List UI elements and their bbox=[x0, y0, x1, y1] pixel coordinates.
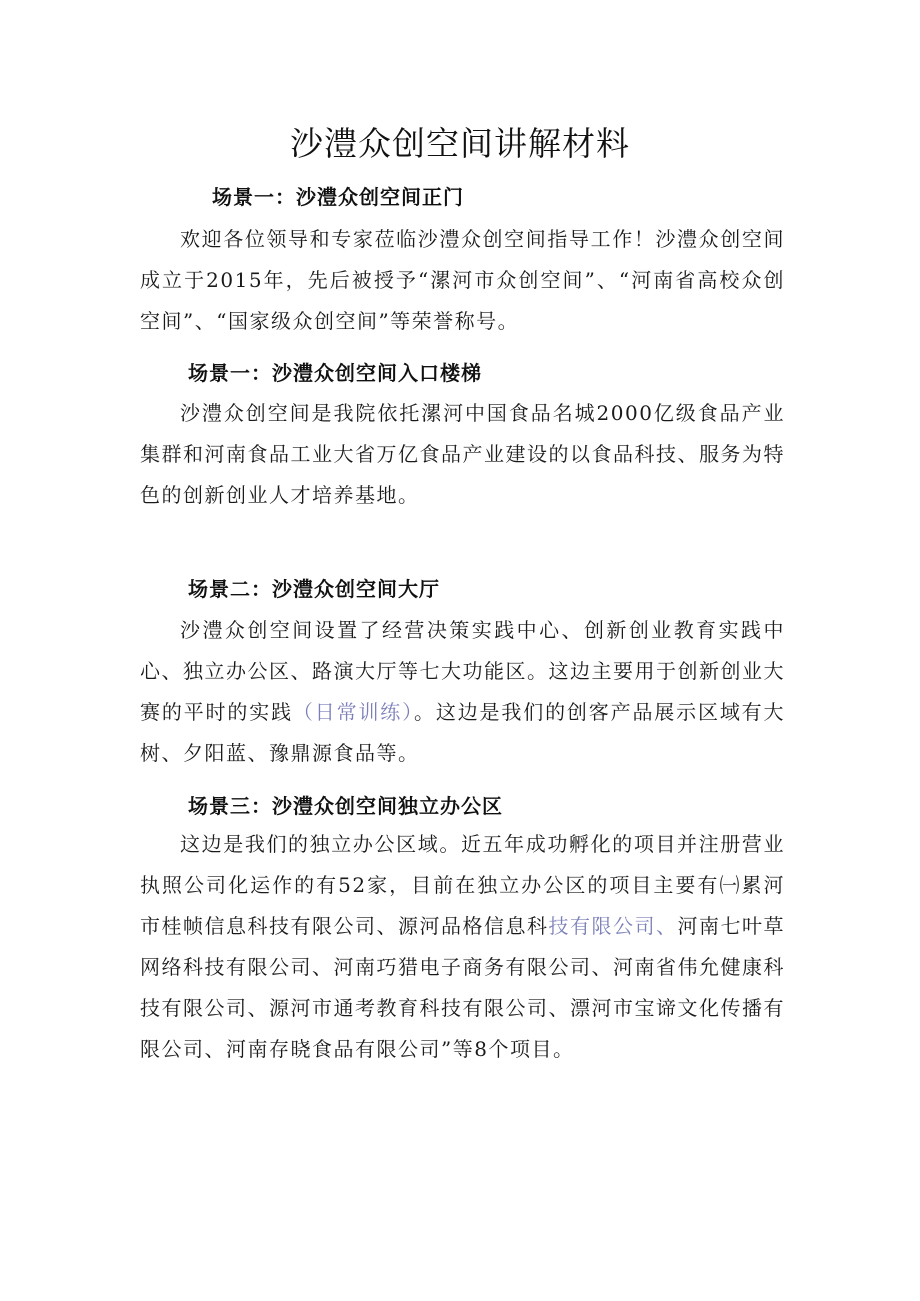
section-heading-entrance: 场景一：沙澧众创空间正门 bbox=[212, 185, 464, 209]
section-heading-hall: 场景二：沙澧众创空间大厅 bbox=[188, 577, 440, 601]
highlighted-text: 技有限公司、 bbox=[548, 914, 678, 938]
section-paragraph-hall bbox=[140, 610, 785, 774]
paragraph-text: 这边是我们的独立办公区域。近五年成功孵化的项目并注册营业执照公司化运作的有52家，目前在独立办公区的项目主要有㈠累河市桂帧信息科技有限公司、源河品格信息科 bbox=[140, 832, 785, 938]
page-title: 沙澧众创空间讲解材料 bbox=[290, 124, 630, 163]
paragraph-text: 沙澧众创空间设置了经营决策实践中心、创新创业教育实践中心、独立办公区、路演大厅等七大功能区。这边主要用于创新创业大赛的平时的实践 bbox=[140, 618, 785, 724]
highlighted-text: （日常训练） bbox=[292, 700, 414, 724]
section-paragraph-entrance: 欢迎各位领导和专家莅临沙澧众创空间指导工作！沙澧众创空间成立于2015年，先后被授予“漯河市众创空间”、“河南省高校众创空间”、“国家级众创空间”等荣誉称号。 bbox=[140, 227, 785, 333]
section-paragraph-stairs: 沙澧众创空间是我院依托漯河中国食品名城2000亿级食品产业集群和河南食品工业大省万亿食品产业建设的以食品科技、服务为特色的创新创业人才培养基地。 bbox=[140, 401, 785, 507]
paragraph-text: 河南七叶草网络科技有限公司、河南巧猎电子商务有限公司、河南省伟允健康科技有限公司、源河市通考教育科技有限公司、漂河市宝谛文化传播有限公司、河南存晓食品有限公司”等8个项目。 bbox=[140, 914, 785, 1061]
section-heading-stairs: 场景一：沙澧众创空间入口楼梯 bbox=[188, 361, 482, 385]
section-heading-office: 场景三：沙澧众创空间独立办公区 bbox=[188, 794, 503, 818]
paragraph-text: 。这边是我们的创客产品展示区域有大树、夕阳蓝、豫鼎源食品等。 bbox=[140, 700, 786, 765]
section-paragraph-office bbox=[140, 824, 785, 1070]
